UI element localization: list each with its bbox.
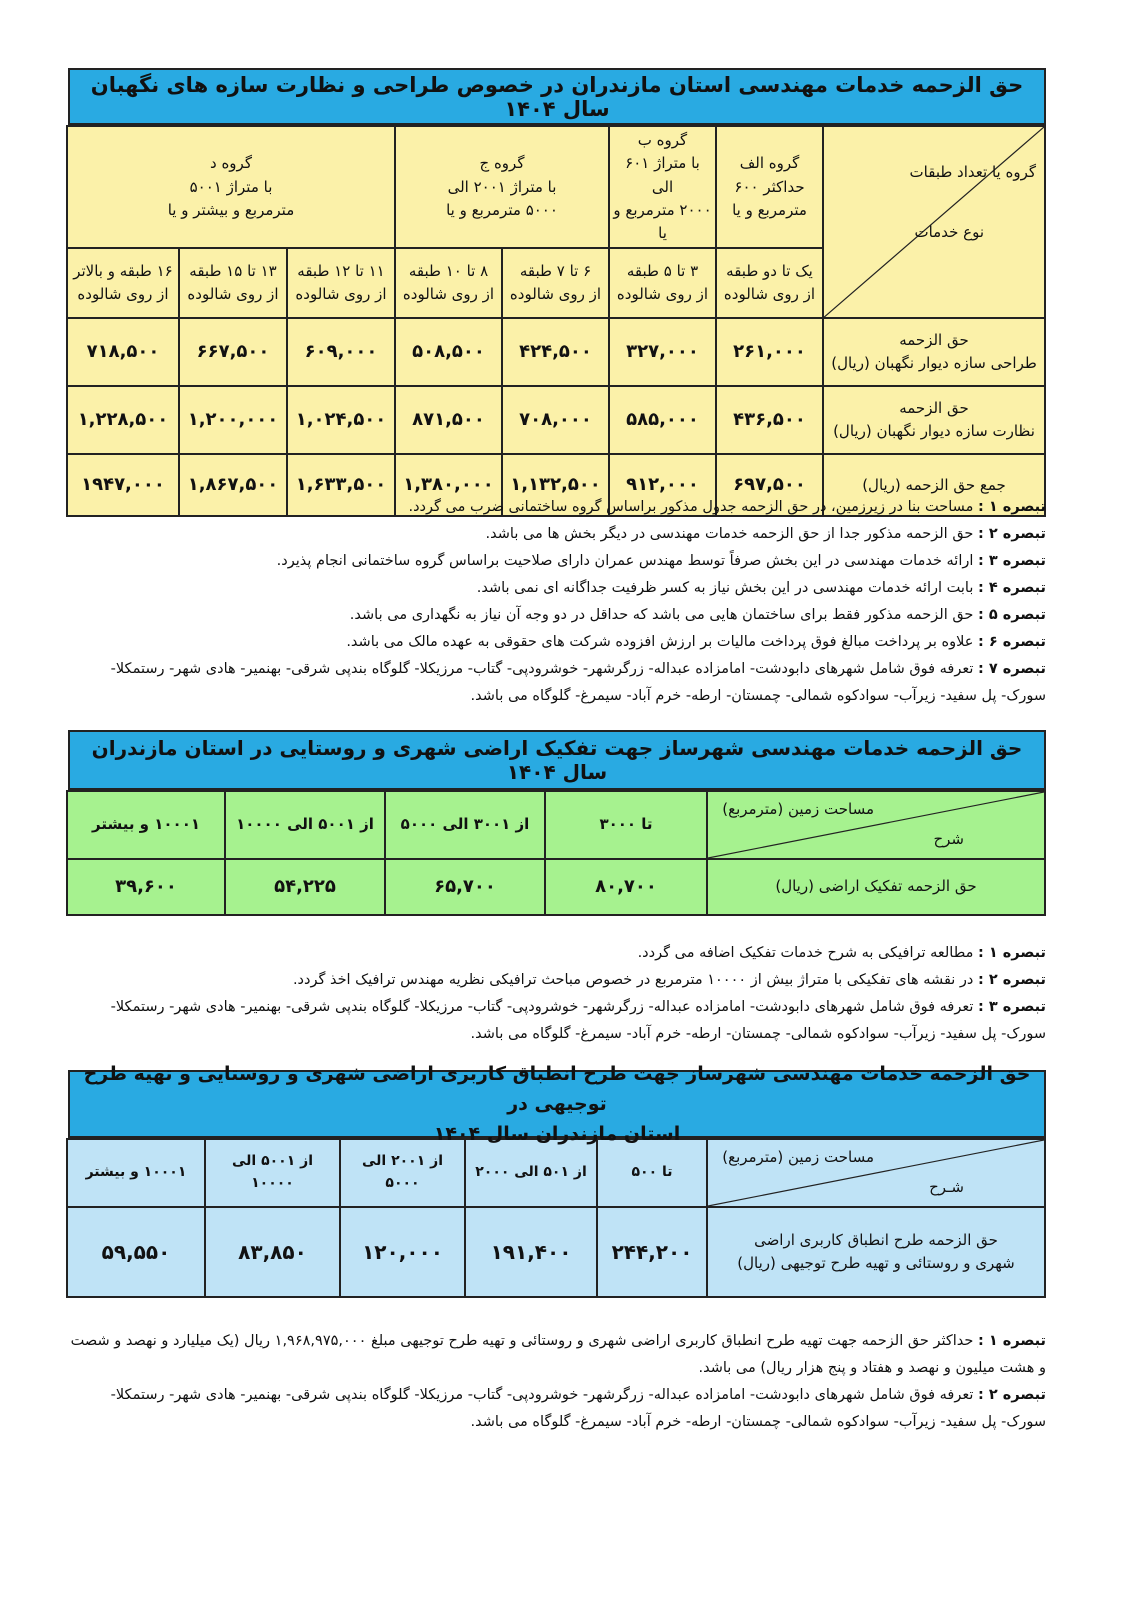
note-item: تبصره ۱ : مطالعه ترافیکی به شرح خدمات تفکیک اضافه می گردد. — [637, 945, 1046, 961]
note-item: تبصره ۴ : بابت ارائه خدمات مهندسی در این بخش نیاز به کسر ظرفیت جداگانه ای نمی باشد. — [476, 580, 1046, 596]
fee-cell: ۵۴,۲۲۵ — [225, 859, 385, 915]
floor-header: ۳ تا ۵ طبقه از روی شالوده — [609, 248, 716, 318]
fee-cell: ۶۰۹,۰۰۰ — [287, 318, 395, 386]
corner-top-label: گروه یا تعداد طبقات — [909, 163, 1036, 181]
note-item: تبصره ۳ : تعرفه فوق شامل شهرهای دابودشت- امامزاده عبداله- زرگرشهر- خوشرودپی- گتاب- مرزیکلا- گلوگاه بندپی شرقی- بهنمیر- هادی شهر- رستمکلا- سورک- پل سفید- زیرآب- سوادکوه شمالی- چمستان- ارطه- خرم آباد- سیمرغ- گلوگاه می باشد. — [110, 999, 1046, 1042]
fee-cell: ۸۰,۷۰۰ — [545, 859, 707, 915]
row-label: حق الزحمه نظارت سازه دیوار نگهبان (ریال) — [823, 386, 1045, 454]
fee-cell: ۴۳۶,۵۰۰ — [716, 386, 823, 454]
table-corner-cell — [823, 126, 1045, 318]
fee-cell: ۳۹,۶۰۰ — [67, 859, 225, 915]
fee-cell: ۱,۰۲۴,۵۰۰ — [287, 386, 395, 454]
corner-bottom-label: نوع خدمات — [914, 223, 984, 241]
row-label: حق الزحمه طراحی سازه دیوار نگهبان (ریال) — [823, 318, 1045, 386]
fee-cell: ۱,۳۸۰,۰۰۰ — [395, 454, 502, 516]
area-header: ۱۰۰۰۱ و بیشتر — [67, 1139, 205, 1207]
fee-cell: ۵۰۸,۵۰۰ — [395, 318, 502, 386]
fee-cell: ۸۳,۸۵۰ — [205, 1207, 340, 1297]
note-item: تبصره ۲ : تعرفه فوق شامل شهرهای دابودشت- امامزاده عبداله- زرگرشهر- خوشرودپی- گتاب- مرزیکلا- گلوگاه بندپی شرقی- بهنمیر- هادی شهر- رستمکلا- سورک- پل سفید- زیرآب- سوادکوه شمالی- چمستان- ارطه- خرم آباد- سیمرغ- گلوگاه می باشد. — [110, 1387, 1046, 1430]
fee-cell: ۶۶۷,۵۰۰ — [179, 318, 287, 386]
table-row — [67, 318, 1045, 386]
fee-cell: ۵۸۵,۰۰۰ — [609, 386, 716, 454]
floor-header: یک تا دو طبقه از روی شالوده — [716, 248, 823, 318]
fee-cell: ۱۹۴۷,۰۰۰ — [67, 454, 179, 516]
corner-top-label: مساحت زمین (مترمربع) — [722, 800, 874, 818]
row-label: جمع حق الزحمه (ریال) — [823, 454, 1045, 516]
note-item: تبصره ۲ : در نقشه های تفکیکی با متراژ بیش از ۱۰۰۰۰ مترمربع در خصوص مباحث ترافیکی نظریه مهندس ترافیک اخذ گردد. — [292, 972, 1046, 988]
fee-cell: ۱,۲۰۰,۰۰۰ — [179, 386, 287, 454]
note-item: تبصره ۱ : حداکثر حق الزحمه جهت تهیه طرح انطباق کاربری اراضی شهری و روستائی و تهیه طرح توجیهی مبلغ ۱,۹۶۸,۹۷۵,۰۰۰ ریال (یک میلیارد و نهصد و شصت و هشت میلیون و نهصد و هفتاد و پنج هزار ریال) می باشد. — [70, 1333, 1046, 1376]
section-title — [68, 68, 1046, 125]
retaining-wall-fee-table — [66, 125, 1046, 517]
floor-header: ۱۱ تا ۱۲ طبقه از روی شالوده — [287, 248, 395, 318]
group-header: گروه ج با متراژ ۲۰۰۱ الی ۵۰۰۰ مترمربع و یا — [395, 126, 609, 248]
section2-notes — [68, 940, 1046, 1048]
area-header: از ۲۰۰۱ الی ۵۰۰۰ — [340, 1139, 465, 1207]
floor-header: ۸ تا ۱۰ طبقه از روی شالوده — [395, 248, 502, 318]
note-item: تبصره ۷ : تعرفه فوق شامل شهرهای دابودشت- امامزاده عبداله- زرگرشهر- خوشرودپی- گتاب- مرزیکلا- گلوگاه بندپی شرقی- بهنمیر- هادی شهر- رستمکلا- سورک- پل سفید- زیرآب- سوادکوه شمالی- چمستان- ارطه- خرم آباد- سیمرغ- گلوگاه می باشد. — [110, 661, 1046, 704]
area-header: از ۵۰۰۱ الی ۱۰۰۰۰ — [205, 1139, 340, 1207]
floor-header: ۱۶ طبقه و بالاتر از روی شالوده — [67, 248, 179, 318]
group-header: گروه ب با متراژ ۶۰۱ الی ۲۰۰۰ مترمربع و یا — [609, 126, 716, 248]
fee-cell: ۱,۲۲۸,۵۰۰ — [67, 386, 179, 454]
corner-bottom-label: شـرح — [929, 1178, 964, 1196]
fee-cell: ۹۱۲,۰۰۰ — [609, 454, 716, 516]
note-item: تبصره ۱ : مساحت بنا در زیرزمین، در حق الزحمه جدول مذکور براساس گروه ساختمانی ضرب می گردد. — [408, 499, 1046, 515]
title-text: حق الزحمه خدمات مهندسی شهرساز جهت تفکیک اراضی شهری و روستایی در استان مازندران سال ۱۴۰۴ — [91, 736, 1023, 784]
fee-cell: ۲۶۱,۰۰۰ — [716, 318, 823, 386]
land-use-fee-table — [66, 1138, 1046, 1298]
title-text: استان مازندران سال ۱۴۰۴ — [433, 1123, 681, 1145]
area-header: از ۵۰۱ الی ۲۰۰۰ — [465, 1139, 597, 1207]
table-corner-cell — [707, 1139, 1045, 1207]
corner-top-label: مساحت زمین (مترمربع) — [722, 1148, 874, 1166]
fee-cell: ۶۹۷,۵۰۰ — [716, 454, 823, 516]
fee-cell: ۱۹۱,۴۰۰ — [465, 1207, 597, 1297]
title-text: حق الزحمه خدمات مهندسی استان مازندران در خصوص طراحی و نظارت سازه های نگهبان سال ۱۴۰۴ — [90, 72, 1024, 121]
area-header: ۱۰۰۰۱ و بیشتر — [67, 791, 225, 859]
area-header: از ۳۰۰۱ الی ۵۰۰۰ — [385, 791, 545, 859]
fee-cell: ۱,۶۳۳,۵۰۰ — [287, 454, 395, 516]
floor-header: ۱۳ تا ۱۵ طبقه از روی شالوده — [179, 248, 287, 318]
group-header: گروه د با متراژ ۵۰۰۱ مترمربع و بیشتر و یا — [67, 126, 395, 248]
fee-cell: ۷۱۸,۵۰۰ — [67, 318, 179, 386]
fee-cell: ۳۲۷,۰۰۰ — [609, 318, 716, 386]
note-item: تبصره ۲ : حق الزحمه مذکور جدا از حق الزحمه خدمات مهندسی در دیگر بخش ها می باشد. — [485, 526, 1046, 542]
row-label: حق الزحمه تفکیک اراضی (ریال) — [707, 859, 1045, 915]
fee-cell: ۶۵,۷۰۰ — [385, 859, 545, 915]
area-header: تا ۵۰۰ — [597, 1139, 707, 1207]
fee-cell: ۷۰۸,۰۰۰ — [502, 386, 609, 454]
section-land-subdivision — [68, 730, 1046, 916]
corner-bottom-label: شرح — [933, 830, 964, 848]
floor-header: ۶ تا ۷ طبقه از روی شالوده — [502, 248, 609, 318]
area-header: تا ۳۰۰۰ — [545, 791, 707, 859]
fee-cell: ۸۷۱,۵۰۰ — [395, 386, 502, 454]
fee-cell: ۲۴۴,۲۰۰ — [597, 1207, 707, 1297]
group-header: گروه الف حداکثر ۶۰۰ مترمربع و یا — [716, 126, 823, 248]
title-text: حق الزحمه خدمات مهندسی شهرساز جهت طرح انطباق کاربری اراضی شهری و روستایی و تهیه طرح توجیهی در — [83, 1063, 1031, 1115]
note-item: تبصره ۵ : حق الزحمه مذکور فقط برای ساختمان هایی می باشد که حداقل در دو وجه آن نیاز به نگهداری می باشد. — [349, 607, 1046, 623]
section-title — [68, 730, 1046, 790]
fee-cell: ۵۹,۵۵۰ — [67, 1207, 205, 1297]
fee-cell: ۱,۱۳۲,۵۰۰ — [502, 454, 609, 516]
section-title — [68, 1063, 1046, 1145]
fee-cell: ۱۲۰,۰۰۰ — [340, 1207, 465, 1297]
subdivision-fee-table — [66, 790, 1046, 916]
note-item: تبصره ۶ : علاوه بر پرداخت مبالغ فوق پرداخت مالیات بر ارزش افزوده شرکت های حقوقی به عهده مالک می باشد. — [346, 634, 1046, 650]
row-label: حق الزحمه طرح انطباق کاربری اراضی شهری و روستائی و تهیه طرح توجیهی (ریال) — [707, 1207, 1045, 1297]
note-item: تبصره ۳ : ارائه خدمات مهندسی در این بخش صرفاً توسط مهندس عمران دارای صلاحیت براساس گروه ساختمانی انجام پذیرد. — [276, 553, 1046, 569]
fee-cell: ۴۲۴,۵۰۰ — [502, 318, 609, 386]
table-row — [67, 1207, 1045, 1297]
section-retaining-wall — [68, 68, 1046, 517]
section-land-use-compliance — [68, 1063, 1046, 1298]
area-header: از ۵۰۰۱ الی ۱۰۰۰۰ — [225, 791, 385, 859]
fee-cell: ۱,۸۶۷,۵۰۰ — [179, 454, 287, 516]
section3-notes — [68, 1328, 1046, 1436]
table-row — [67, 859, 1045, 915]
table-row — [67, 386, 1045, 454]
table-corner-cell — [707, 791, 1045, 859]
section1-notes — [68, 494, 1046, 710]
